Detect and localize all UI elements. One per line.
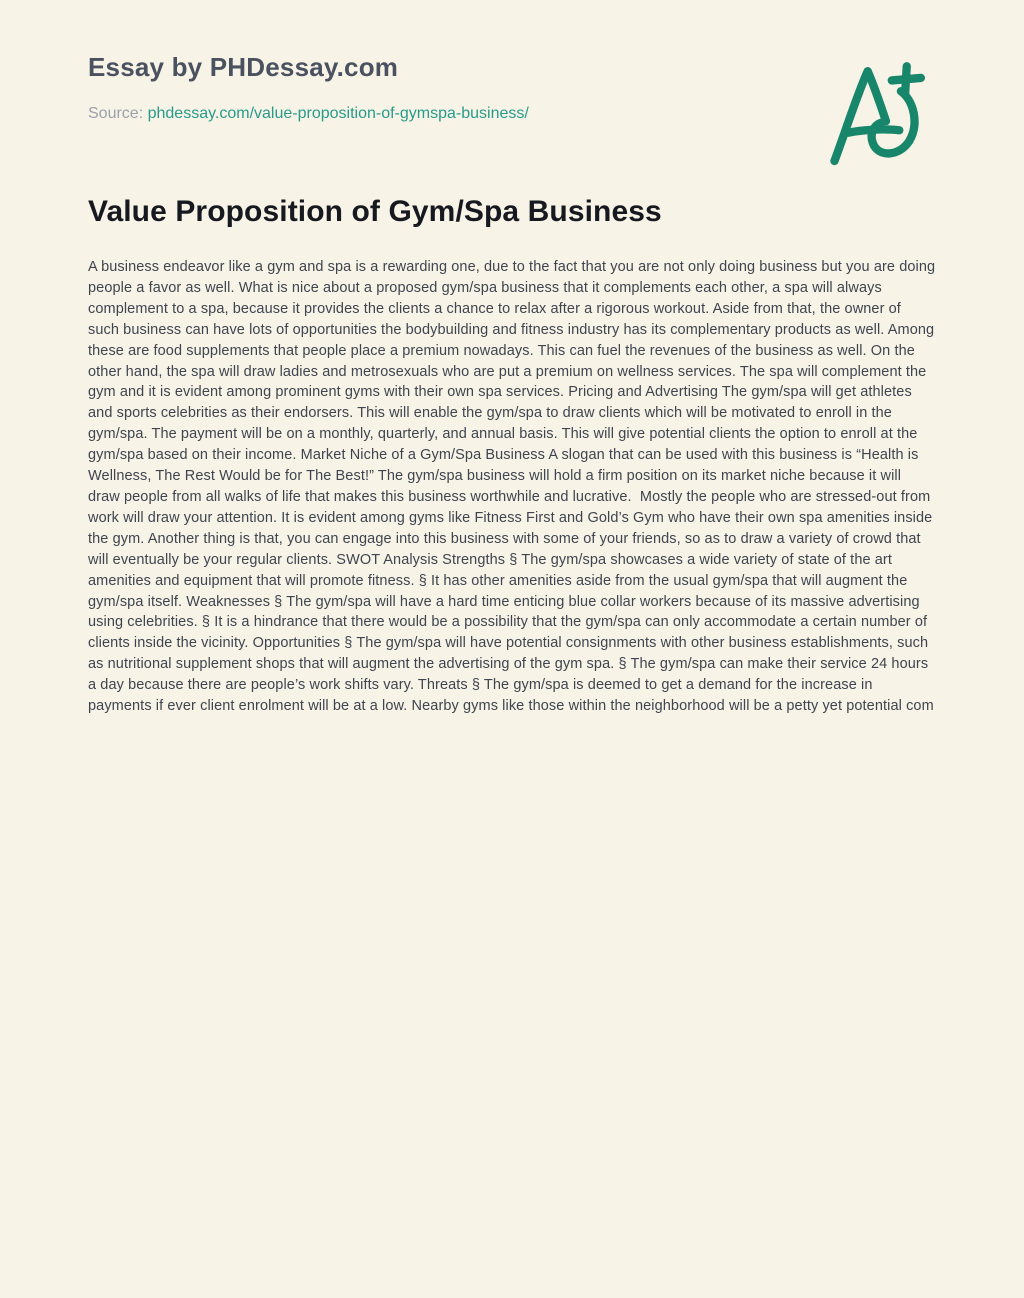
source-line <box>88 105 936 123</box>
content-column <box>88 0 940 717</box>
page-title: Essay by PHDessay.com <box>88 52 399 82</box>
source-label: Source: <box>88 105 144 122</box>
document-body-text: A business endeavor like a gym and spa is a rewarding one, due to the fact that you are not only doing business but you are doing people a favor as well. What is nice about a proposed gym/spa business that it complements each other, a spa will always complement to a spa, because it provides the clients a chance to relax after a rigorous workout. Aside from that, the owner of such business can have lots of opportunities the bodybuilding and fitness industry has its complementary products as well. Among these are food supplements that people place a premium nowadays. This can fuel the revenues of the business as well. On the other hand, the spa will draw ladies and metrosexuals who are put a premium on wellness services. The spa will complement the gym and it is evident among prominent gyms with their own spa services. Pricing and Advertising The gym/spa will get athletes and sports celebrities as their endorsers. This will enable the gym/spa to draw clients which will be motivated to enroll in the gym/spa. The payment will be on a monthly, quarterly, and annual basis. This will give potential clients the option to enroll at the gym/spa based on their income. Market Niche of a Gym/Spa Business A slogan that can be used with this business is “Health is Wellness, The Rest Would be for The Best!” The gym/spa business will hold a firm position on its market niche because it will draw people from all walks of life that makes this business worthwhile and lucrative. Mostly the people who are stressed-out from work will draw your attention. It is evident among gyms like Fitness First and Gold’s Gym who have their own spa amenities inside the gym. Another thing is that, you can engage into this business with some of your friends, so as to draw a variety of crowd that will eventually be your regular clients. SWOT Analysis Strengths § The gym/spa showcases a wide variety of state of the art amenities and equipment that will promote fitness. § It has other amenities aside from the usual gym/spa that will augment the gym/spa itself. Weaknesses § The gym/spa will have a hard time enticing blue collar workers because of its massive advertising using celebrities. § It is a hindrance that there would be a possibility that the gym/spa can only accommodate a certain number of clients inside the vicinity. Opportunities § The gym/spa will have potential consignments with other business establishments, such as nutritional supplement shops that will augment the advertising of the gym spa. § The gym/spa can make their service 24 hours a day because there are people’s work shifts vary. Threats § The gym/spa is deemed to get a demand for the increase in payments if ever client enrolment will be at a low. Nearby gyms like those within the neighborhood will be a petty yet potential com <box>88 259 940 715</box>
document-title: Value Proposition of Gym/Spa Business <box>88 195 662 228</box>
source-link[interactable]: phdessay.com/value-proposition-of-gymspa-business/ <box>147 105 529 122</box>
